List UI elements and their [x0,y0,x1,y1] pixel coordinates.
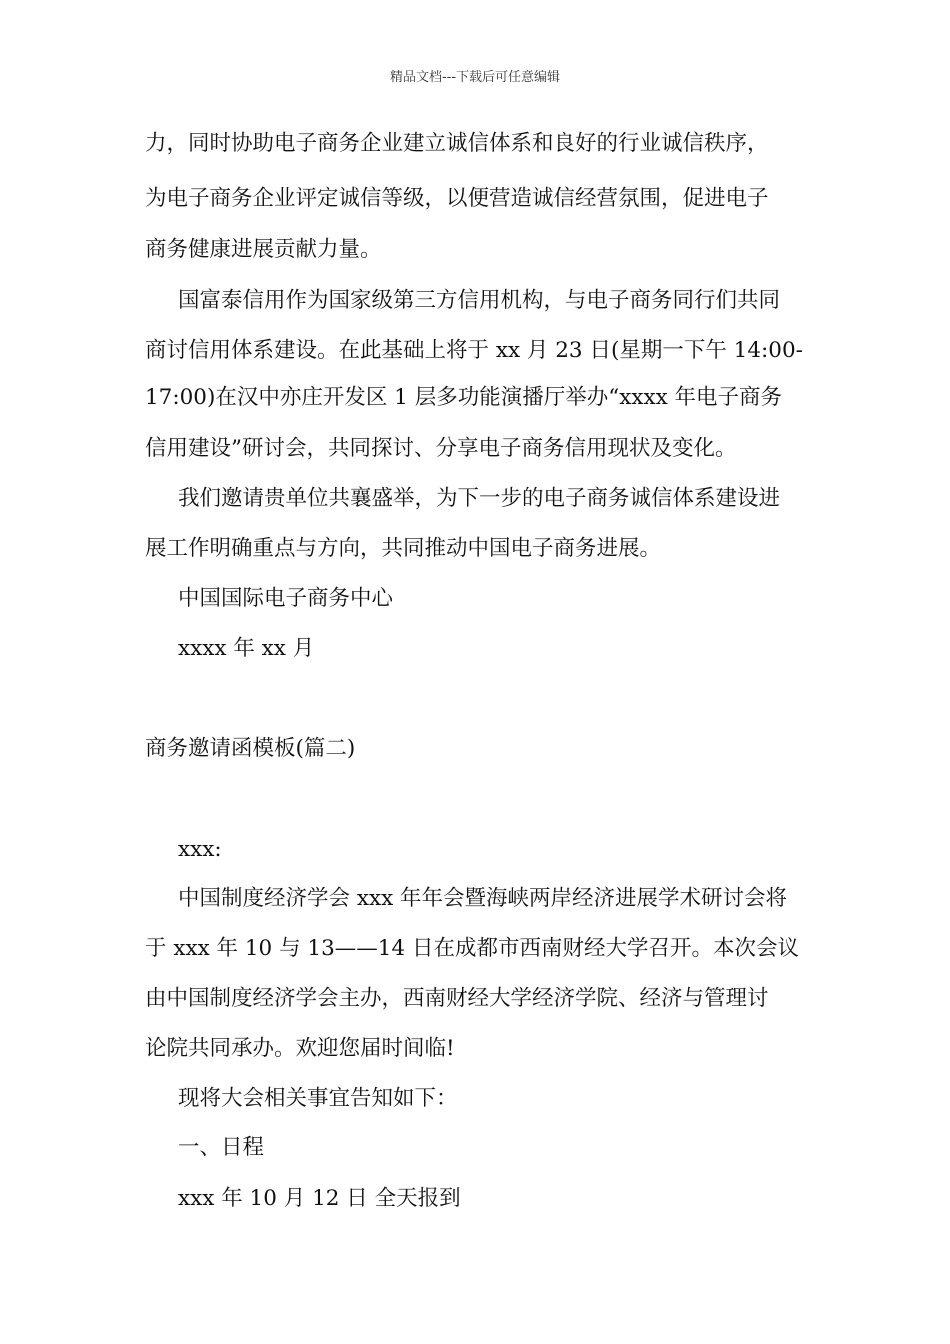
sender-name: 中国国际电子商务中心 [178,586,394,611]
paragraph-line: 由中国制度经济学会主办，西南财经大学经济学院、经济与管理讨 [145,986,769,1011]
section-title: 商务邀请函模板(篇二) [145,736,356,761]
paragraph-line: 现将大会相关事宜告知如下： [178,1086,458,1111]
list-heading: 一、日程 [178,1135,265,1160]
salutation: xxx: [178,837,222,862]
paragraph-line: 17:00)在汉中亦庄开发区 1 层多功能演播厅举办“xxxx 年电子商务 [145,385,783,410]
paragraph-line: 我们邀请贵单位共襄盛举，为下一步的电子商务诚信体系建设进 [178,486,781,511]
paragraph-line: 商务健康进展贡献力量。 [145,237,382,262]
paragraph-line: 于 xxx 年 10 与 13——14 日在成都市西南财经大学召开。本次会议 [145,936,799,961]
schedule-item: xxx 年 10 月 12 日 全天报到 [178,1186,461,1211]
paragraph-line: 商讨信用体系建设。在此基础上将于 xx 月 23 日(星期一下午 14:00- [145,338,803,363]
paragraph-line: 信用建设”研讨会，共同探讨、分享电子商务信用现状及变化。 [145,436,737,461]
paragraph-line: 为电子商务企业评定诚信等级，以便营造诚信经营氛围，促进电子 [145,186,769,211]
paragraph-line: 力，同时协助电子商务企业建立诚信体系和良好的行业诚信秩序， [145,131,769,156]
sender-date: xxxx 年 xx 月 [178,636,315,661]
paragraph-line: 展工作明确重点与方向，共同推动中国电子商务进展。 [145,536,662,561]
paragraph-line: 论院共同承办。欢迎您届时间临! [145,1036,455,1061]
paragraph-line: 中国制度经济学会 xxx 年年会暨海峡两岸经济进展学术研讨会将 [178,886,788,911]
page-header: 精品文档---下载后可任意编辑 [389,70,561,85]
paragraph-line: 国富泰信用作为国家级第三方信用机构，与电子商务同行们共同 [178,288,781,313]
